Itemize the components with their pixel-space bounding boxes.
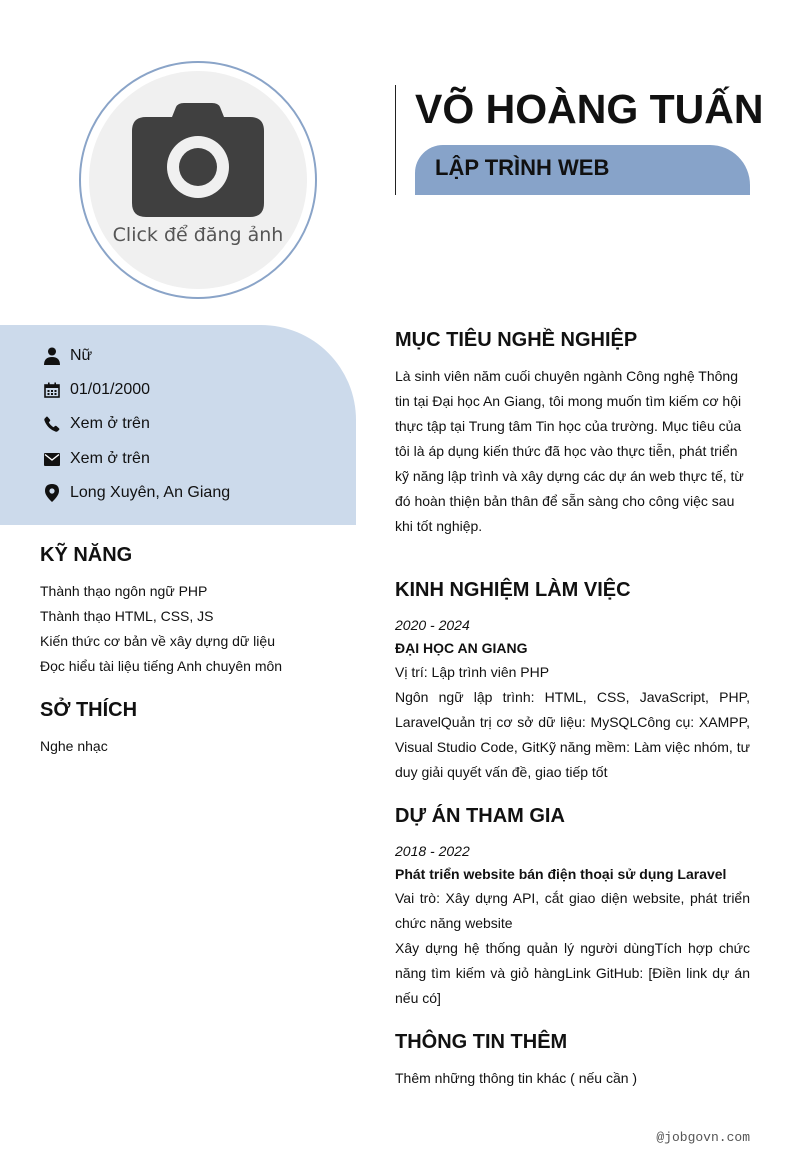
calendar-icon bbox=[42, 380, 62, 400]
avatar-upload-area[interactable] bbox=[89, 71, 307, 289]
experience-details: Ngôn ngữ lập trình: HTML, CSS, JavaScript, PHP, LaravelQuản trị cơ sở dữ liệu: MySQLCông cụ: XAMPP, Visual Studio Code, GitKỹ năng mềm: Làm việc nhóm, tư duy giải quyết vấn đề, giao tiếp tốt bbox=[395, 689, 750, 780]
contact-gender bbox=[42, 344, 92, 368]
address-value: Long Xuyên, An Giang bbox=[70, 484, 231, 501]
contact-phone bbox=[42, 412, 150, 436]
job-title-badge bbox=[415, 145, 750, 195]
project-period: 2018 - 2022 bbox=[395, 843, 470, 859]
contact-address bbox=[42, 481, 230, 505]
candidate-name: VÕ HOÀNG TUẤN bbox=[415, 86, 764, 132]
header-divider bbox=[395, 85, 396, 195]
experience-heading: KINH NGHIỆM LÀM VIỆC bbox=[395, 579, 631, 601]
email-value: Xem ở trên bbox=[70, 450, 150, 467]
person-icon bbox=[42, 346, 62, 366]
contact-email bbox=[42, 447, 150, 471]
avatar-caption: Click để đăng ảnh bbox=[112, 224, 284, 246]
project-name: Phát triển website bán điện thoại sử dụng Laravel bbox=[395, 866, 727, 882]
experience-organization: ĐẠI HỌC AN GIANG bbox=[395, 640, 528, 656]
additional-text: Thêm những thông tin khác ( nếu cần ) bbox=[395, 1070, 638, 1086]
hobby-item: Nghe nhạc bbox=[40, 738, 108, 754]
experience-period: 2020 - 2024 bbox=[395, 617, 470, 633]
skill-item: Đọc hiểu tài liệu tiếng Anh chuyên môn bbox=[40, 658, 283, 674]
gender-value: Nữ bbox=[70, 347, 93, 364]
objective-text: Là sinh viên năm cuối chuyên ngành Công nghệ Thông tin tại Đại học An Giang, tôi mong muốn tìm kiếm cơ hội thực tập tại Trung tâm Tin học của trường. Mục tiêu của tôi là áp dụng kiến thức đã học vào thực tiễn, phát triển kỹ năng lập trình và xây dựng các dự án web thực tế, từ đó hoàn thiện bản thân để sẵn sàng cho công việc sau khi tốt nghiệp. bbox=[395, 368, 744, 534]
skill-item: Thành thạo HTML, CSS, JS bbox=[40, 608, 214, 624]
objective-heading: MỤC TIÊU NGHỀ NGHIỆP bbox=[395, 329, 638, 351]
camera-icon bbox=[132, 103, 264, 217]
project-role: Vai trò: Xây dựng API, cắt giao diện website, phát triển chức năng website bbox=[395, 890, 750, 931]
footer-brand: @jobgovn.com bbox=[656, 1130, 750, 1145]
phone-value: Xem ở trên bbox=[70, 415, 150, 432]
project-details: Xây dựng hệ thống quản lý người dùngTích hợp chức năng tìm kiếm và giỏ hàngLink GitHub: [Điền link dự án nếu có] bbox=[395, 940, 750, 1006]
phone-icon bbox=[42, 414, 62, 434]
envelope-icon bbox=[42, 449, 62, 469]
birthday-value: 01/01/2000 bbox=[70, 381, 151, 398]
hobbies-heading: SỞ THÍCH bbox=[40, 699, 138, 721]
skills-heading: KỸ NĂNG bbox=[40, 544, 133, 566]
avatar-frame[interactable] bbox=[79, 61, 317, 299]
contact-birthday bbox=[42, 378, 150, 402]
skill-item: Thành thạo ngôn ngữ PHP bbox=[40, 583, 208, 599]
skill-item: Kiến thức cơ bản về xây dựng dữ liệu bbox=[40, 633, 275, 649]
location-pin-icon bbox=[42, 483, 62, 503]
additional-heading: THÔNG TIN THÊM bbox=[395, 1031, 568, 1053]
job-title: LẬP TRÌNH WEB bbox=[435, 155, 610, 180]
projects-heading: DỰ ÁN THAM GIA bbox=[395, 805, 565, 827]
experience-position: Vị trí: Lập trình viên PHP bbox=[395, 664, 550, 680]
